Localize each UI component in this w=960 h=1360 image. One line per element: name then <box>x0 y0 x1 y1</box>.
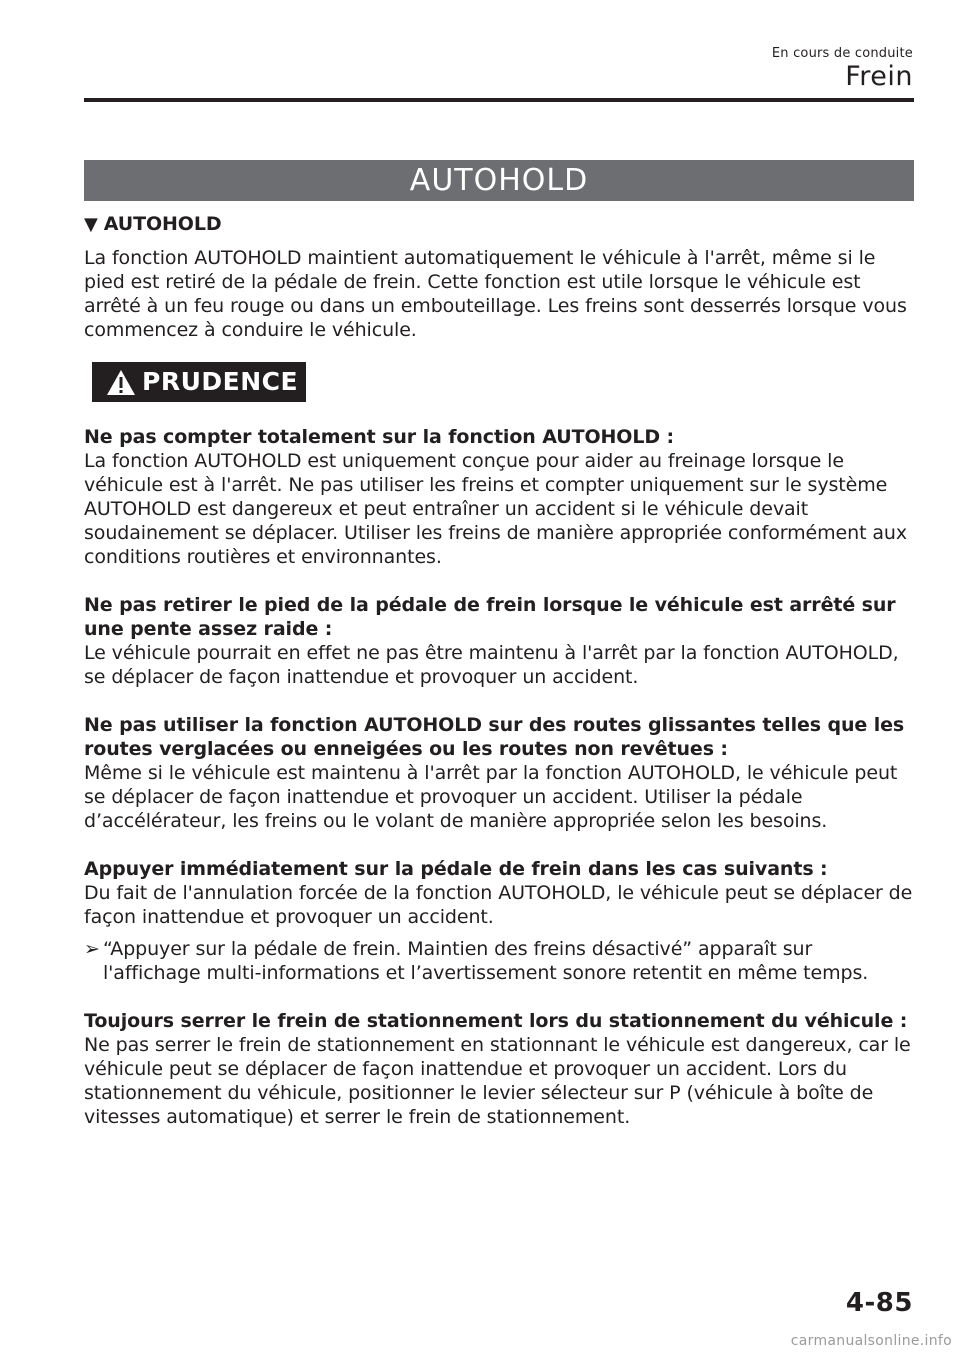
warning-body: Du fait de l'annulation forcée de la fonction AUTOHOLD, le véhicule peut se déplacer de façon inattendue et provoquer un accident. <box>84 882 913 928</box>
section-banner: AUTOHOLD <box>84 160 914 201</box>
page-number: 4-85 <box>845 1288 913 1318</box>
warning-block <box>84 593 914 689</box>
warning-title: Toujours serrer le frein de stationnement lors du stationnement du véhicule : <box>84 1010 908 1032</box>
subsection-title: AUTOHOLD <box>103 213 222 235</box>
page-content <box>84 211 914 1153</box>
warning-title: Ne pas utiliser la fonction AUTOHOLD sur des routes glissantes telles que les routes verglacées ou enneigées ou les routes non revêtues : <box>84 714 905 760</box>
watermark: carmanualsonline.info <box>790 1333 952 1349</box>
warning-body: La fonction AUTOHOLD est uniquement conçue pour aider au freinage lorsque le véhicule est à l'arrêt. Ne pas utiliser les freins et compter uniquement sur le système AUTOHOLD est dangereux et peut entraîner un accident si le véhicule devait soudainement se déplacer. Utiliser les freins de manière appropriée conformément aux conditions routières et environnantes. <box>84 450 908 568</box>
warning-title: Ne pas compter totalement sur la fonction AUTOHOLD : <box>84 426 675 448</box>
section-title: Frein <box>845 61 913 92</box>
page-header <box>772 46 913 92</box>
warning-block <box>84 857 914 985</box>
chapter-title: En cours de conduite <box>771 46 913 61</box>
warning-block <box>84 425 914 569</box>
caution-label: PRUDENCE <box>142 367 299 396</box>
caution-label-box <box>92 362 306 402</box>
warning-triangle-icon <box>106 369 136 396</box>
warning-body: Le véhicule pourrait en effet ne pas être maintenu à l'arrêt par la fonction AUTOHOLD, se déplacer de façon inattendue et provoquer un accident. <box>84 642 899 688</box>
warning-block <box>84 1009 914 1129</box>
warning-title: Ne pas retirer le pied de la pédale de frein lorsque le véhicule est arrêté sur une pente assez raide : <box>84 594 896 640</box>
intro-paragraph: La fonction AUTOHOLD maintient automatiquement le véhicule à l'arrêt, même si le pied est retiré de la pédale de frein. Cette fonction est utile lorsque le véhicule est arrêté à un feu rouge ou dans un embouteillage. Les freins sont desserrés lorsque vous commencez à conduire le véhicule. <box>84 247 907 341</box>
bullet-item <box>84 937 914 985</box>
subsection-heading <box>84 211 914 238</box>
warning-title: Appuyer immédiatement sur la pédale de frein dans les cas suivants : <box>84 858 828 880</box>
triangle-down-icon: ▼ <box>84 214 98 235</box>
warning-body: Ne pas serrer le frein de stationnement en stationnant le véhicule est dangereux, car le véhicule peut se déplacer de façon inattendue et provoquer un accident. Lors du stationnement du véhicule, positionner le levier sélecteur sur P (véhicule à boîte de vitesses automatique) et serrer le frein de stationnement. <box>84 1034 911 1128</box>
bullet-text: “Appuyer sur la pédale de frein. Maintien des freins désactivé” apparaît sur l'affichage multi-informations et l’avertissement sonore retentit en même temps. <box>103 938 869 984</box>
warning-body: Même si le véhicule est maintenu à l'arrêt par la fonction AUTOHOLD, le véhicule peut se déplacer de façon inattendue et provoquer un accident. Utiliser la pédale d’accélérateur, les freins ou le volant de manière appropriée selon les besoins. <box>84 762 898 832</box>
header-divider <box>84 98 914 102</box>
warning-block <box>84 713 914 833</box>
arrow-bullet-icon: ➢ <box>84 938 100 960</box>
